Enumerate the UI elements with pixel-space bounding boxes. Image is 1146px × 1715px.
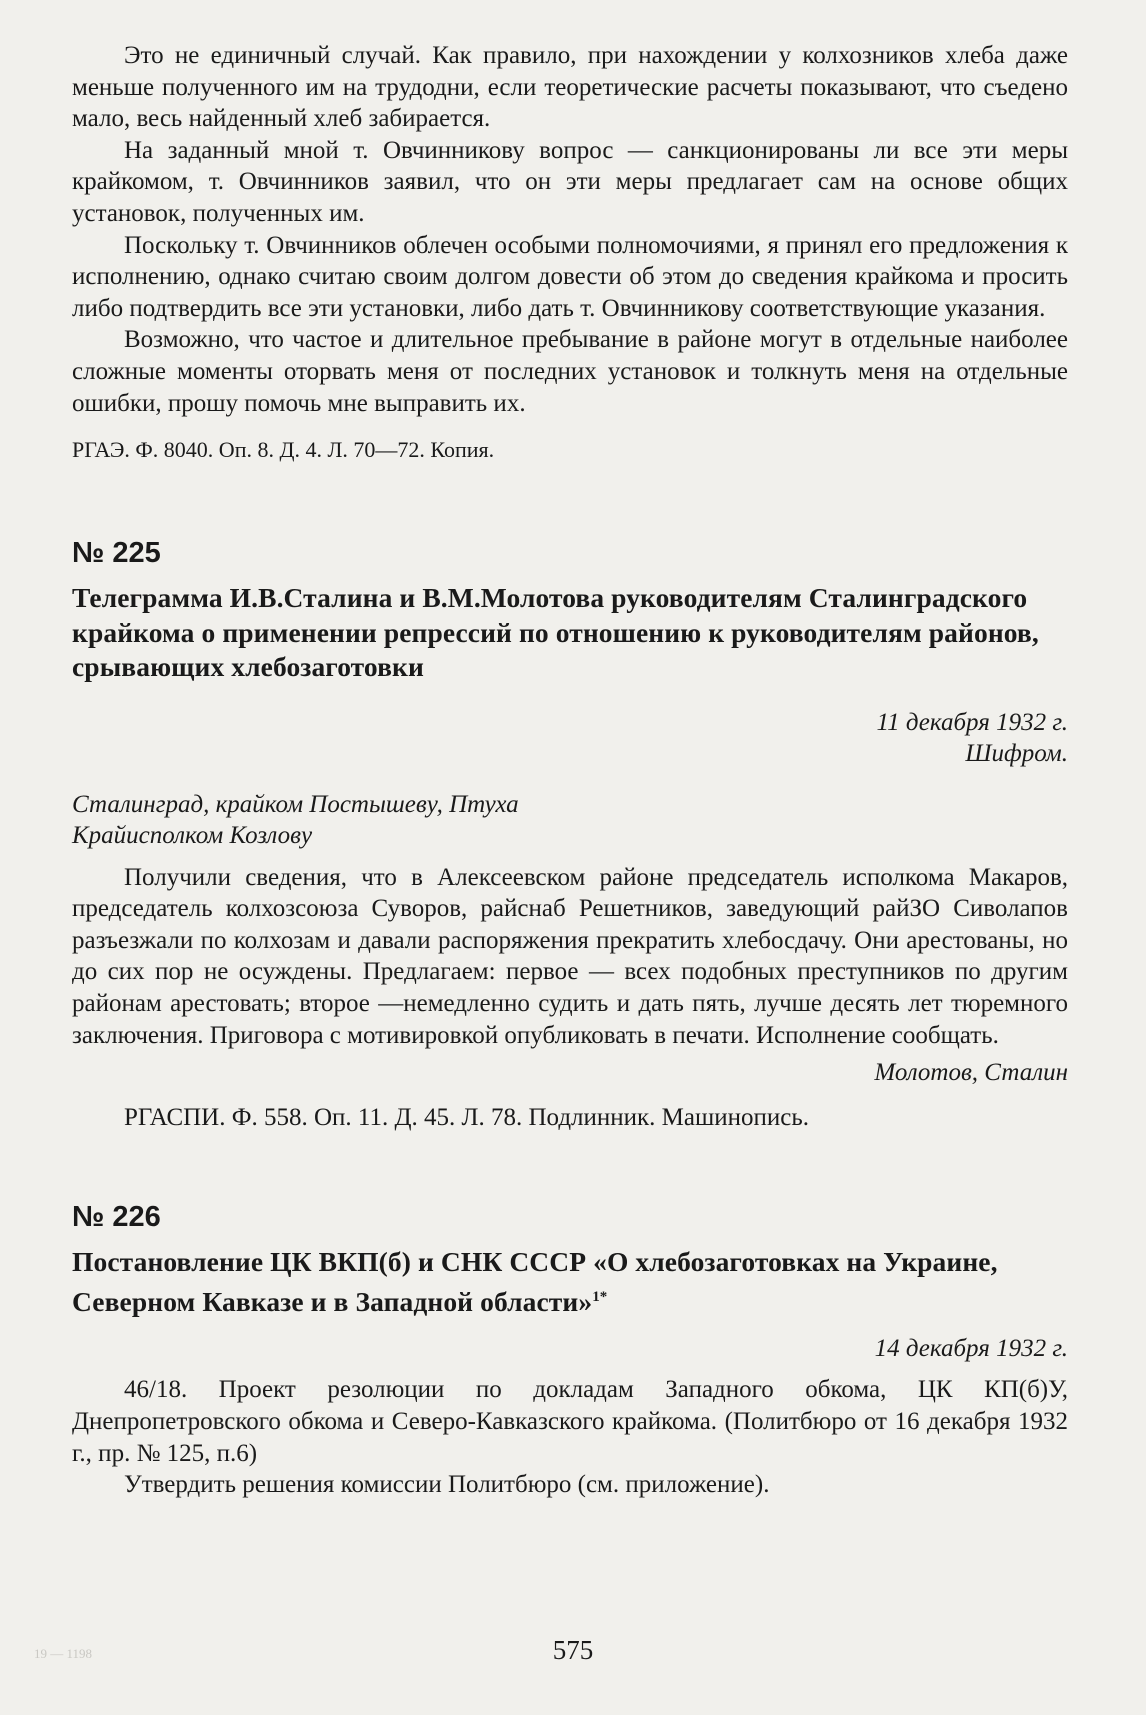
- paragraph-2: На заданный мной т. Овчинникову вопрос — санкционированы ли все эти меры крайкомом, т. Овчинников заявил, что он эти меры предлагает сам на основе общих установок, полученных им.: [72, 136, 1068, 227]
- cipher-note: Шифром.: [965, 739, 1068, 767]
- document-title-226: [72, 1245, 1068, 1319]
- paragraph-4: Возможно, что частое и длительное пребывание в районе могут в отдельные наиболее сложные моменты оторвать меня от последних установок и толкнуть меня на отдельные ошибки, прошу помочь мне выправить их.: [72, 326, 1068, 417]
- source-citation: РГАЭ. Ф. 8040. Оп. 8. Д. 4. Л. 70—72. Копия.: [72, 437, 495, 463]
- document-page: [72, 40, 1068, 1501]
- archive-citation: РГАСПИ. Ф. 558. Оп. 11. Д. 45. Л. 78. Подлинник. Машинопись.: [124, 1104, 810, 1132]
- addressee: [72, 789, 1068, 852]
- document-title-225: Телеграмма И.В.Сталина и В.М.Молотова руководителям Сталинградского крайкома о применении репрессий по отношению к руководителям районов, срывающих хлебозаготовки: [72, 582, 1039, 683]
- print-mark: 19 — 1198: [34, 1646, 93, 1661]
- document-date-226: 14 декабря 1932 г.: [874, 1335, 1068, 1363]
- document-number-225: № 225: [72, 537, 161, 570]
- document-title-226-text: Постановление ЦК ВКП(б) и СНК СССР «О хлебозаготовках на Украине, Северном Кавказе и в Западной области»: [72, 1246, 998, 1317]
- telegram-body: Получили сведения, что в Алексеевском районе председатель исполкома Макаров, председатель колхозсоюза Суворов, райснаб Решетников, заведующий райЗО Сиволапов разъезжали по колхозам и давали распоряжения прекратить хлебосдачу. Они арестованы, но до сих пор не осуждены. Предлагаем: первое — всех подобных преступников по другим районам арестовать; второе —немедленно судить и дать пять, лучше десять лет тюремного заключения. Приговора с мотивировкой опубликовать в печати. Исполнение сообщать.: [72, 863, 1068, 1049]
- addressee-line-1: Сталинград, крайком Постышеву, Птуха: [72, 790, 519, 818]
- document-date-225: 11 декабря 1932 г.: [876, 708, 1068, 736]
- addressee-line-2: Крайисполком Козлову: [72, 822, 313, 850]
- page-number: 575: [552, 1635, 594, 1665]
- document-number-226: № 226: [72, 1201, 161, 1234]
- resolution-paragraph: 46/18. Проект резолюции по докладам Западного обкома, ЦК КП(б)У, Днепропетровского обкома и Северо-Кавказского крайкома. (Политбюро от 16 декабря 1932 г., пр. № 125, п.6): [72, 1376, 1068, 1467]
- approval-paragraph: Утвердить решения комиссии Политбюро (см. приложение).: [124, 1471, 770, 1499]
- footnote-mark: 1*: [592, 1288, 608, 1305]
- signature: Молотов, Сталин: [874, 1059, 1068, 1087]
- paragraph-1: Это не единичный случай. Как правило, при нахождении у колхозников хлеба даже меньше полученного им на трудодни, если теоретические расчеты показывают, что съедено мало, весь найденный хлеб забирается.: [72, 42, 1068, 133]
- paragraph-3: Поскольку т. Овчинников облечен особыми полномочиями, я принял его предложения к исполнению, однако считаю своим долгом довести об этом до сведения крайкома и просить либо подтвердить все эти установки, либо дать т. Овчинникову соответствующие указания.: [72, 231, 1068, 322]
